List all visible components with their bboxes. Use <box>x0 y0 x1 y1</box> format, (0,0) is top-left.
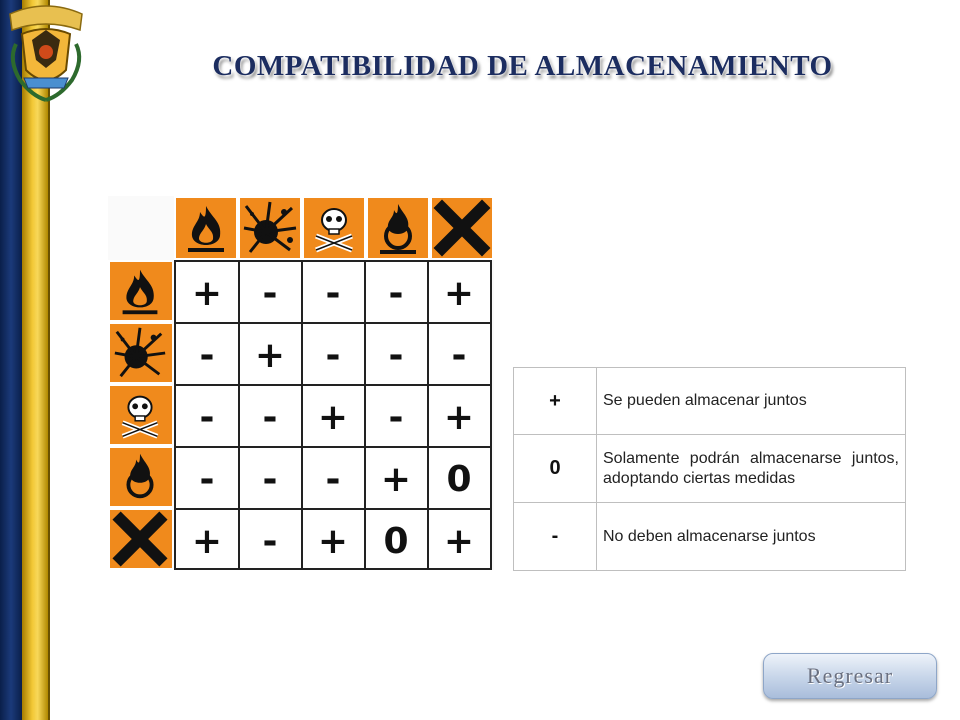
left-divider-line <box>48 0 50 720</box>
flammable-icon <box>110 262 170 320</box>
explosive-icon <box>110 324 170 382</box>
harmful-icon <box>110 510 170 568</box>
matrix-cell: - <box>262 458 278 500</box>
oxidizing-icon <box>368 198 428 258</box>
harmful-icon <box>432 198 492 258</box>
row-header-flammable <box>108 260 174 322</box>
matrix-cell: - <box>451 334 467 376</box>
col-header-toxic <box>302 196 366 260</box>
flammable-icon <box>176 198 236 258</box>
regresar-button[interactable]: Regresar <box>763 653 937 699</box>
oxidizing-icon <box>110 448 170 506</box>
matrix-cell: - <box>388 396 404 438</box>
col-header-flammable <box>174 196 238 260</box>
row-header-harmful <box>108 508 174 570</box>
matrix-cell: + <box>191 272 223 314</box>
matrix-cell: - <box>199 334 215 376</box>
matrix-cell: - <box>325 458 341 500</box>
legend-description: No deben almacenarse juntos <box>597 503 906 571</box>
row-header-oxidizing <box>108 446 174 508</box>
toxic-icon <box>110 386 170 444</box>
legend-description: Se pueden almacenar juntos <box>597 368 906 435</box>
matrix-cell: - <box>388 272 404 314</box>
left-gold-stripe <box>22 0 48 720</box>
matrix-cell: + <box>254 334 286 376</box>
matrix-cell: - <box>199 396 215 438</box>
matrix-cell: + <box>443 272 475 314</box>
matrix-cell: + <box>443 520 475 562</box>
matrix-cell: + <box>317 396 349 438</box>
legend-row <box>514 368 906 435</box>
matrix-cell: - <box>325 272 341 314</box>
page-title: COMPATIBILIDAD DE ALMACENAMIENTO <box>212 50 833 82</box>
matrix-cell: 0 <box>446 458 472 500</box>
row-header-explosive <box>108 322 174 384</box>
matrix-cell: - <box>262 272 278 314</box>
compatibility-matrix <box>108 196 494 570</box>
legend-symbol: + <box>514 368 597 435</box>
col-header-harmful <box>430 196 494 260</box>
legend-symbol: 0 <box>514 435 597 503</box>
matrix-cell: - <box>388 334 404 376</box>
legend-table <box>513 367 906 571</box>
matrix-cell: + <box>443 396 475 438</box>
matrix-grid <box>174 260 492 570</box>
legend-row <box>514 503 906 571</box>
explosive-icon <box>240 198 300 258</box>
matrix-cell: 0 <box>383 520 409 562</box>
legend-row <box>514 435 906 503</box>
left-navy-stripe <box>0 0 22 720</box>
toxic-icon <box>304 198 364 258</box>
legend-symbol: - <box>514 503 597 571</box>
col-header-explosive <box>238 196 302 260</box>
matrix-cell: - <box>262 396 278 438</box>
matrix-cell: + <box>191 520 223 562</box>
matrix-cell: - <box>262 520 278 562</box>
row-header-toxic <box>108 384 174 446</box>
matrix-cell: - <box>199 458 215 500</box>
legend-description: Solamente podrán almacenarse juntos, adoptando ciertas medidas <box>597 435 906 503</box>
matrix-cell: + <box>317 520 349 562</box>
matrix-cell: + <box>380 458 412 500</box>
col-header-oxidizing <box>366 196 430 260</box>
matrix-cell: - <box>325 334 341 376</box>
